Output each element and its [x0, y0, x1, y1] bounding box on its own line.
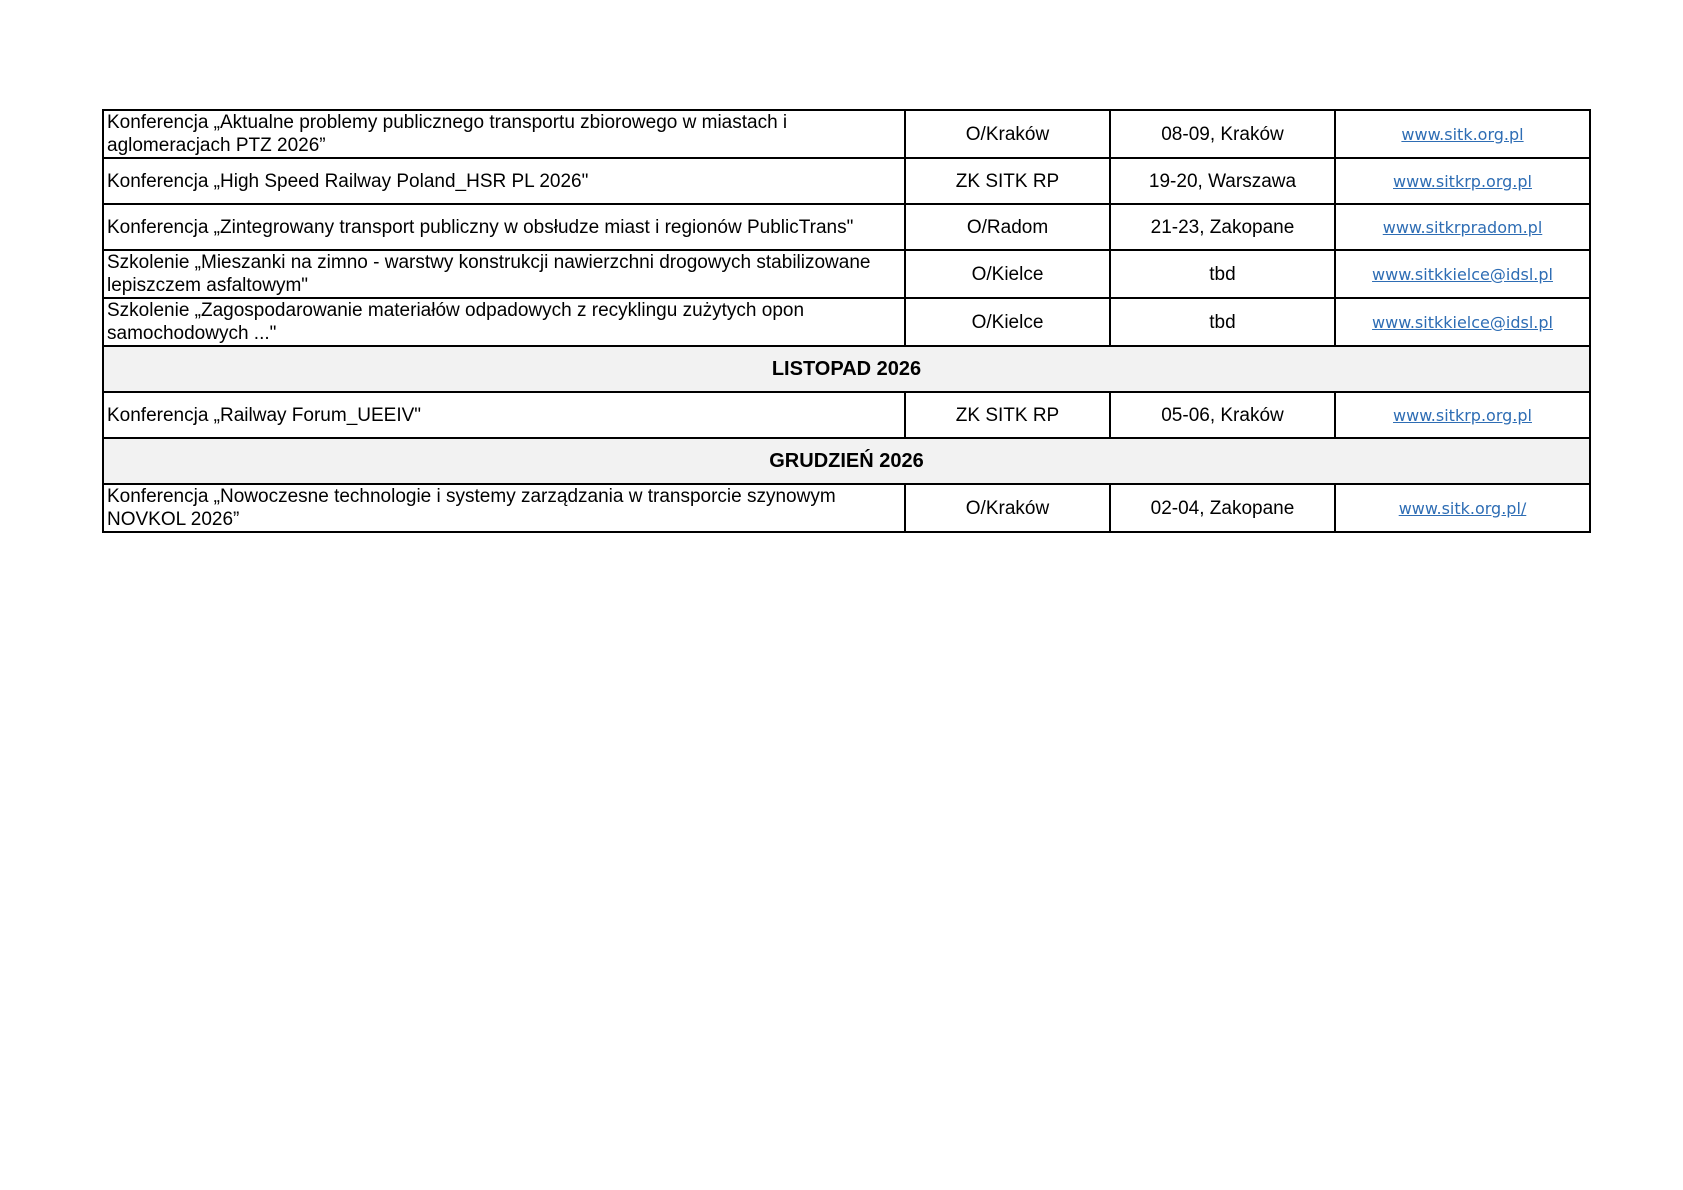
event-date: 08-09, Kraków — [1110, 110, 1335, 158]
table-row — [103, 298, 1590, 346]
event-link[interactable]: www.sitkrp.org.pl — [1393, 405, 1532, 425]
event-title: Szkolenie „Mieszanki na zimno - warstwy konstrukcji nawierzchni drogowych stabilizowane lepiszczem asfaltowym" — [103, 250, 905, 298]
table-row — [103, 158, 1590, 204]
event-organizer: ZK SITK RP — [905, 158, 1110, 204]
event-date: 21-23, Zakopane — [1110, 204, 1335, 250]
event-organizer: O/Kielce — [905, 298, 1110, 346]
table-row — [103, 110, 1590, 158]
table-row — [103, 204, 1590, 250]
event-link-cell — [1335, 204, 1590, 250]
events-table — [102, 109, 1591, 533]
event-title: Konferencja „Nowoczesne technologie i systemy zarządzania w transporcie szynowym NOVKOL 2026” — [103, 484, 905, 532]
event-link[interactable]: www.sitkkielce@idsl.pl — [1372, 264, 1553, 284]
event-organizer: O/Kielce — [905, 250, 1110, 298]
event-date: 19-20, Warszawa — [1110, 158, 1335, 204]
event-link[interactable]: www.sitk.org.pl — [1401, 124, 1524, 144]
event-date: tbd — [1110, 250, 1335, 298]
month-header-row — [103, 438, 1590, 484]
event-title: Konferencja „High Speed Railway Poland_HSR PL 2026" — [103, 158, 905, 204]
event-organizer: O/Kraków — [905, 110, 1110, 158]
event-date: 05-06, Kraków — [1110, 392, 1335, 438]
event-link-cell — [1335, 250, 1590, 298]
table-row — [103, 484, 1590, 532]
event-link[interactable]: www.sitk.org.pl/ — [1398, 498, 1527, 518]
event-organizer: O/Radom — [905, 204, 1110, 250]
event-link-cell — [1335, 158, 1590, 204]
event-link[interactable]: www.sitkrp.org.pl — [1393, 171, 1532, 191]
event-link-cell — [1335, 484, 1590, 532]
event-link-cell — [1335, 392, 1590, 438]
event-date: 02-04, Zakopane — [1110, 484, 1335, 532]
event-link[interactable]: www.sitkrpradom.pl — [1382, 217, 1543, 237]
event-organizer: ZK SITK RP — [905, 392, 1110, 438]
table-row — [103, 392, 1590, 438]
event-title: Konferencja „Railway Forum_UEEIV" — [103, 392, 905, 438]
event-link-cell — [1335, 298, 1590, 346]
month-header-row — [103, 346, 1590, 392]
event-link-cell — [1335, 110, 1590, 158]
event-link[interactable]: www.sitkkielce@idsl.pl — [1372, 312, 1553, 332]
event-title: Konferencja „Aktualne problemy publicznego transportu zbiorowego w miastach i aglomeracjach PTZ 2026” — [103, 110, 905, 158]
table-row — [103, 250, 1590, 298]
month-heading: GRUDZIEŃ 2026 — [103, 438, 1590, 484]
event-title: Szkolenie „Zagospodarowanie materiałów odpadowych z recyklingu zużytych opon samochodowych ..." — [103, 298, 905, 346]
event-date: tbd — [1110, 298, 1335, 346]
event-organizer: O/Kraków — [905, 484, 1110, 532]
event-title: Konferencja „Zintegrowany transport publiczny w obsłudze miast i regionów PublicTrans" — [103, 204, 905, 250]
month-heading: LISTOPAD 2026 — [103, 346, 1590, 392]
